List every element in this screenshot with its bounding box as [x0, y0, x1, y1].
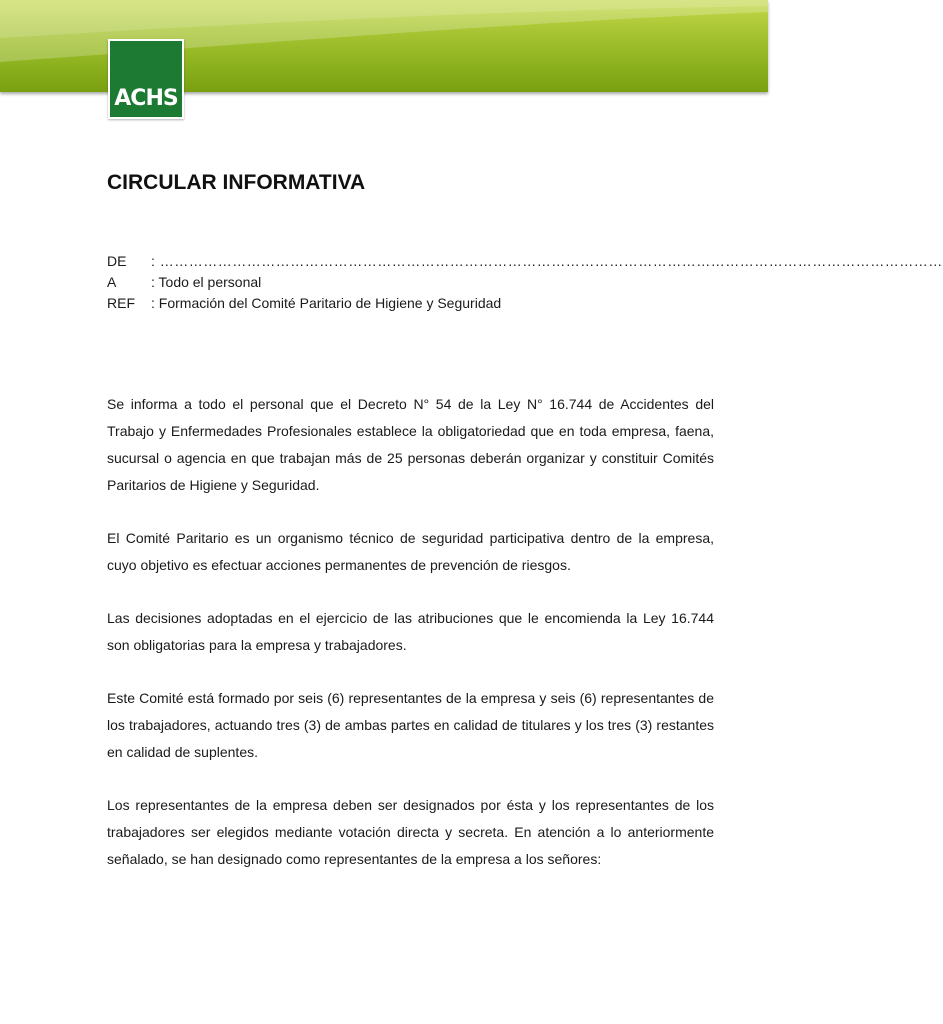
meta-value: : Todo el personal [151, 274, 262, 290]
paragraph: Este Comité está formado por seis (6) representantes de la empresa y seis (6) representantes de los trabajadores, actuando tres (3) de ambas partes en calidad de titulares y los tres (3) restantes en calidad de suplentes. [107, 690, 714, 760]
achs-logo [108, 39, 184, 119]
paragraph: El Comité Paritario es un organismo técnico de seguridad participativa dentro de la empresa, cuyo objetivo es efectuar acciones permanentes de prevención de riesgos. [107, 530, 714, 573]
meta-key: REF [107, 295, 135, 311]
paragraph: Se informa a todo el personal que el Decreto N° 54 de la Ley N° 16.744 de Accidentes del Trabajo y Enfermedades Profesionales establece la obligatoriedad que en toda empresa, faena, sucursal o agencia en que trabajan más de 25 personas deberán organizar y constituir Comités Paritarios de Higiene y Seguridad. [107, 396, 714, 493]
meta-key: A [107, 274, 117, 290]
meta-value: : ……………………………………………………………………………………………………………………………………………… [151, 253, 943, 269]
document-title: CIRCULAR INFORMATIVA [107, 171, 366, 194]
meta-row-a [107, 272, 711, 293]
paragraph: Los representantes de la empresa deben ser designados por ésta y los representantes de los trabajadores ser elegidos mediante votación directa y secreta. En atención a lo anteriormente señalado, se han designado como representantes de la empresa a los señores: [107, 797, 714, 867]
document-body [107, 391, 714, 899]
meta-row-de [107, 251, 943, 272]
meta-value: : Formación del Comité Paritario de Higiene y Seguridad [151, 295, 502, 311]
paragraph: Las decisiones adoptadas en el ejercicio de las atribuciones que le encomienda la Ley 16.744 son obligatorias para la empresa y trabajadores. [107, 610, 714, 653]
logo-text: ACHS [114, 86, 178, 111]
meta-key: DE [107, 253, 127, 269]
meta-row-ref [107, 293, 711, 314]
memo-header [107, 251, 943, 314]
